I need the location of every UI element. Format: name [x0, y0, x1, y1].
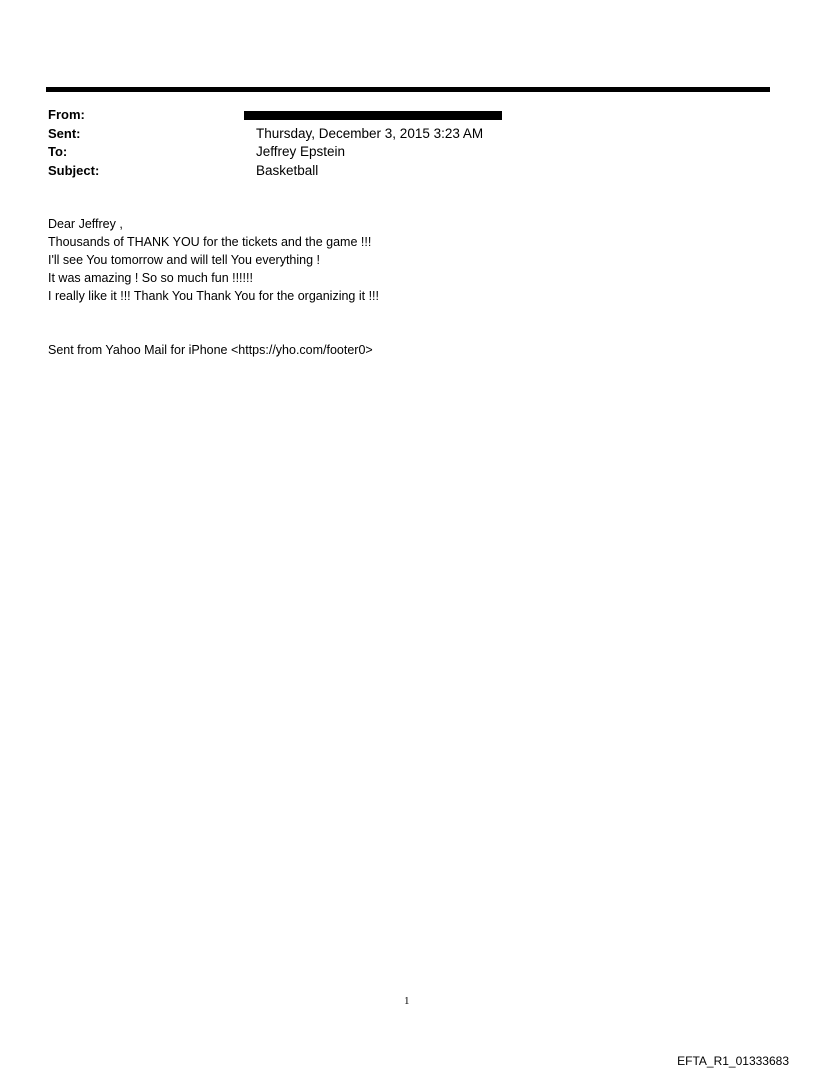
to-label: To: [48, 144, 68, 159]
header-row-sent [48, 125, 748, 144]
body-line: Dear Jeffrey , [48, 217, 123, 231]
email-body [48, 215, 748, 305]
header-row-from [48, 106, 748, 125]
top-divider [46, 87, 770, 92]
header-row-subject [48, 162, 748, 181]
body-line: It was amazing ! So so much fun !!!!!! [48, 271, 253, 285]
header-row-to [48, 143, 748, 162]
subject-value: Basketball [256, 162, 319, 178]
document-id: EFTA_R1_01333683 [677, 1054, 789, 1068]
sent-label: Sent: [48, 125, 81, 141]
redacted-sender [244, 111, 502, 120]
sent-value: Thursday, December 3, 2015 3:23 AM [256, 125, 484, 141]
body-line: Thousands of THANK YOU for the tickets and the game !!! [48, 235, 372, 249]
email-signature: Sent from Yahoo Mail for iPhone <https://yho.com/footer0> [48, 343, 373, 357]
from-label: From: [48, 107, 85, 122]
body-line: I'll see You tomorrow and will tell You everything ! [48, 253, 320, 267]
page-number: 1 [404, 995, 410, 1007]
email-header [48, 106, 748, 180]
subject-label: Subject: [48, 162, 100, 178]
body-line: I really like it !!! Thank You Thank You for the organizing it !!! [48, 289, 379, 303]
to-value: Jeffrey Epstein [256, 144, 346, 159]
